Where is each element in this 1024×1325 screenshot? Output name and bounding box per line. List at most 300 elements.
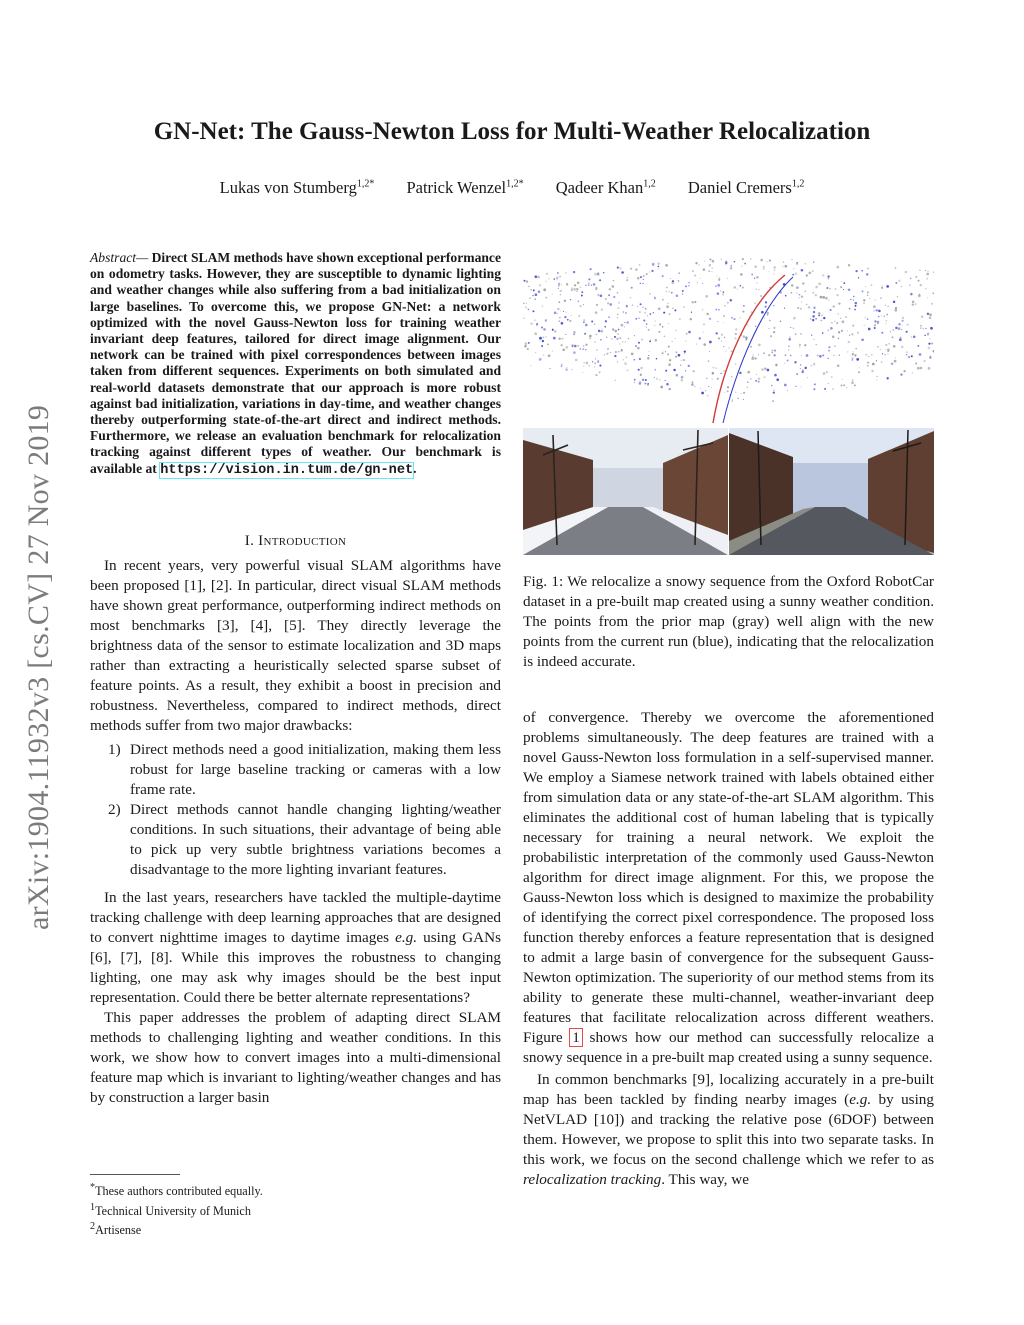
map-point: [594, 363, 596, 365]
map-point: [654, 377, 655, 378]
map-point: [662, 275, 664, 277]
map-point: [573, 333, 575, 335]
map-point: [678, 354, 681, 357]
map-point: [930, 327, 933, 330]
map-point: [560, 294, 561, 295]
map-point: [640, 303, 642, 305]
map-point: [559, 317, 560, 318]
map-point: [578, 315, 580, 317]
map-point: [743, 392, 745, 394]
footnote: $^2$Artisense: [90, 1221, 142, 1238]
map-point: [613, 280, 614, 281]
map-point: [597, 294, 599, 296]
map-point: [639, 382, 642, 385]
map-point: [840, 286, 842, 288]
map-point: [758, 289, 760, 291]
map-point: [920, 327, 921, 328]
map-point: [685, 286, 687, 288]
map-point: [828, 383, 829, 384]
map-point: [558, 288, 559, 289]
map-point: [728, 347, 729, 348]
map-point: [681, 360, 682, 361]
map-point: [604, 326, 606, 328]
map-point: [800, 368, 801, 369]
map-point: [685, 340, 686, 341]
map-point: [630, 268, 632, 270]
map-point: [785, 354, 787, 356]
map-point: [838, 338, 839, 339]
map-point: [906, 351, 908, 353]
map-point: [603, 272, 605, 274]
map-point: [706, 378, 708, 380]
map-point: [887, 353, 888, 354]
map-point: [534, 275, 537, 278]
map-point: [573, 331, 575, 333]
map-point: [838, 331, 840, 333]
map-point: [615, 351, 617, 353]
map-point: [850, 355, 851, 356]
map-point: [773, 327, 775, 329]
map-point: [658, 331, 660, 333]
map-point: [845, 316, 847, 318]
map-point: [867, 294, 868, 295]
map-point: [788, 338, 790, 340]
map-point: [745, 339, 747, 341]
map-point: [801, 295, 803, 297]
map-point: [869, 298, 870, 299]
map-point: [566, 283, 568, 285]
map-point: [526, 280, 528, 282]
map-point: [535, 352, 536, 353]
map-point: [754, 266, 756, 268]
map-point: [855, 355, 856, 356]
map-point: [711, 387, 712, 388]
map-point: [530, 323, 533, 326]
map-point: [709, 264, 712, 267]
map-point: [659, 379, 661, 381]
map-point: [735, 328, 737, 330]
footnotes: [90, 1180, 501, 1239]
map-point: [774, 374, 777, 377]
map-point: [760, 259, 763, 262]
map-point: [597, 272, 599, 274]
map-point: [608, 316, 610, 318]
map-point: [536, 325, 537, 326]
map-point: [619, 337, 621, 339]
map-point: [565, 272, 566, 273]
map-point: [532, 295, 534, 297]
map-point: [793, 327, 794, 328]
map-point: [739, 372, 741, 374]
map-point: [734, 286, 737, 289]
map-point: [830, 309, 832, 311]
map-point: [745, 336, 748, 339]
map-point: [626, 305, 628, 307]
map-point: [717, 292, 720, 295]
map-point: [547, 343, 549, 345]
map-point: [596, 304, 598, 306]
map-point: [925, 288, 927, 290]
map-point: [849, 308, 851, 310]
map-point: [797, 307, 799, 309]
map-point: [772, 352, 773, 353]
map-point: [675, 356, 677, 358]
figure-relocalization: [523, 245, 934, 555]
paragraph: In common benchmarks [9], localizing accurately in a pre-built map has been tackled by finding nearby images (e.g. by using NetVLAD [10]) and tracking the relative pose (6DOF) between them. However, we propose to split this into two separate tasks. In this work, we focus on the second challenge which we refer to as relocalization tracking. This way, we: [523, 1071, 934, 1188]
map-point: [811, 335, 812, 336]
map-point: [905, 271, 908, 274]
map-point: [766, 312, 769, 315]
map-point: [911, 337, 912, 338]
map-point: [912, 303, 914, 305]
right-column-body: [523, 708, 934, 1190]
map-point: [823, 372, 826, 375]
map-point: [812, 315, 814, 317]
map-point: [733, 318, 735, 320]
map-point: [925, 270, 926, 271]
map-point: [815, 286, 818, 289]
map-point: [692, 270, 694, 272]
map-point: [882, 285, 883, 286]
map-point: [903, 370, 905, 372]
map-point: [912, 301, 915, 304]
map-point: [851, 357, 853, 359]
map-point: [645, 308, 647, 310]
map-point: [699, 337, 701, 339]
map-point: [678, 272, 680, 274]
map-point: [841, 281, 842, 282]
map-point: [639, 381, 641, 383]
map-point: [618, 302, 619, 303]
map-point: [630, 297, 631, 298]
map-point: [920, 367, 923, 370]
map-point: [680, 365, 682, 367]
map-point: [563, 311, 564, 312]
map-point: [898, 323, 900, 325]
map-point: [725, 351, 726, 352]
map-point: [800, 333, 801, 334]
map-point: [599, 371, 601, 373]
map-point: [880, 297, 882, 299]
map-point: [613, 296, 615, 298]
map-point: [919, 269, 921, 271]
map-point: [635, 345, 637, 347]
map-point: [814, 383, 816, 385]
map-point: [790, 355, 792, 357]
map-point: [928, 347, 931, 350]
map-point: [553, 278, 555, 280]
map-point: [533, 289, 535, 291]
map-point: [667, 303, 668, 304]
map-point: [583, 362, 584, 363]
map-point: [901, 320, 903, 322]
map-point: [756, 282, 757, 283]
map-point: [848, 341, 850, 343]
map-point: [723, 322, 724, 323]
map-point: [618, 351, 620, 353]
map-point: [606, 353, 608, 355]
map-point: [769, 320, 771, 322]
map-point: [760, 295, 762, 297]
map-point: [890, 331, 891, 332]
map-point: [898, 280, 900, 282]
map-point: [701, 392, 704, 395]
map-point: [655, 339, 658, 342]
map-point: [640, 374, 642, 376]
map-point: [849, 335, 850, 336]
map-point: [557, 313, 558, 314]
map-point: [605, 320, 607, 322]
paragraph: In recent years, very powerful visual SLAM algorithms have been proposed [1], [2]. In particular, direct visual SLAM methods have shown great performance, outperforming indirect methods on most benchmarks [3], [4], [5]. They directly leverage the brightness data of the sensor to estimate localization and 3D maps rather than extracting a heuristically selected sparse subset of feature points. As a result, they exhibit a boost in precision and robustness. Nevertheless, compared to indirect methods, direct methods suffer from two major drawbacks:: [90, 557, 501, 734]
map-point: [901, 346, 904, 349]
map-point: [565, 312, 566, 313]
map-point: [800, 364, 801, 365]
map-point: [758, 354, 759, 355]
map-point: [688, 331, 691, 334]
map-point: [752, 354, 753, 355]
figure-reference-link[interactable]: 1: [572, 1029, 580, 1046]
map-point: [865, 354, 867, 356]
map-point: [765, 306, 767, 308]
map-point: [624, 362, 627, 365]
map-point: [561, 322, 564, 325]
map-point: [887, 348, 890, 351]
map-point: [805, 263, 806, 264]
camera-image-snowy: [523, 428, 728, 555]
map-point: [559, 338, 561, 340]
map-point: [594, 323, 595, 324]
map-point: [693, 370, 695, 372]
map-point: [597, 361, 599, 363]
map-point: [571, 287, 573, 289]
map-point: [539, 284, 541, 286]
map-point: [575, 359, 578, 362]
map-point: [867, 268, 869, 270]
map-point: [763, 266, 764, 267]
map-point: [774, 269, 776, 271]
map-point: [639, 358, 641, 360]
map-point: [711, 267, 713, 269]
map-point: [642, 307, 643, 308]
map-point: [799, 346, 800, 347]
map-point: [847, 351, 849, 353]
map-point: [806, 304, 808, 306]
map-point: [801, 355, 802, 356]
map-point: [552, 350, 553, 351]
map-point: [761, 368, 764, 371]
map-point: [723, 370, 725, 372]
map-point: [644, 312, 646, 314]
map-point: [851, 333, 853, 335]
map-point: [744, 263, 746, 265]
map-point: [791, 284, 793, 286]
map-point: [881, 315, 882, 316]
map-point: [679, 318, 681, 320]
drawback-list: [90, 740, 501, 880]
map-point: [818, 315, 820, 317]
map-point: [628, 338, 629, 339]
map-point: [577, 281, 580, 284]
map-point: [609, 303, 612, 306]
map-point: [713, 367, 715, 369]
map-point: [678, 280, 680, 282]
map-point: [639, 311, 641, 313]
map-point: [585, 324, 588, 327]
map-point: [750, 346, 752, 348]
map-point: [865, 286, 866, 287]
map-point: [756, 374, 757, 375]
map-point: [727, 302, 729, 304]
map-point: [931, 343, 933, 345]
map-point: [583, 345, 584, 346]
map-point: [764, 376, 766, 378]
map-point: [787, 360, 789, 362]
map-point: [894, 360, 897, 363]
map-point: [530, 365, 531, 366]
map-point: [795, 386, 796, 387]
map-point: [576, 290, 578, 292]
map-point: [855, 302, 858, 305]
map-point: [688, 285, 689, 286]
map-point: [833, 305, 835, 307]
map-point: [622, 341, 624, 343]
map-point: [642, 379, 644, 381]
map-point: [691, 301, 693, 303]
map-point: [758, 381, 760, 383]
map-point: [670, 278, 671, 279]
map-point: [832, 388, 834, 390]
footnote-rule: [90, 1174, 180, 1175]
map-point: [610, 352, 611, 353]
map-point: [595, 311, 598, 314]
map-point: [800, 308, 802, 310]
map-point: [643, 275, 644, 276]
map-point: [691, 312, 692, 313]
map-point: [813, 311, 815, 313]
map-point: [871, 354, 873, 356]
map-point: [600, 339, 601, 340]
map-point: [853, 351, 854, 352]
map-point: [806, 354, 809, 357]
map-point: [855, 270, 857, 272]
map-point: [571, 315, 572, 316]
map-point: [755, 380, 757, 382]
map-point: [645, 379, 647, 381]
map-point: [618, 329, 620, 331]
map-point: [877, 323, 878, 324]
map-point: [545, 297, 547, 299]
map-point: [768, 328, 769, 329]
map-point: [559, 276, 561, 278]
map-point: [565, 368, 567, 370]
map-point: [775, 364, 777, 366]
map-point: [773, 273, 774, 274]
map-point: [584, 333, 586, 335]
map-point: [918, 295, 921, 298]
map-point: [895, 307, 897, 309]
map-point: [632, 305, 633, 306]
map-point: [607, 302, 609, 304]
map-point: [884, 354, 886, 356]
map-point: [663, 312, 665, 314]
map-point: [881, 287, 883, 289]
map-point: [854, 384, 856, 386]
map-point: [684, 350, 686, 352]
map-point: [612, 328, 614, 330]
map-point: [676, 374, 679, 377]
map-point: [871, 284, 873, 286]
map-point: [664, 335, 666, 337]
map-point: [834, 321, 835, 322]
footnote: $^1$Technical University of Munich: [90, 1201, 251, 1218]
map-point: [715, 285, 716, 286]
map-point: [599, 364, 601, 366]
map-point: [921, 315, 924, 318]
map-point: [716, 275, 717, 276]
author: Daniel Cremers$^{1,2}$: [687, 178, 805, 197]
map-point: [813, 339, 814, 340]
map-point: [666, 383, 668, 385]
map-point: [873, 310, 874, 311]
map-point: [847, 330, 848, 331]
map-point: [553, 337, 556, 340]
map-point: [826, 287, 828, 289]
map-point: [627, 277, 628, 278]
map-point: [654, 325, 655, 326]
map-point: [795, 272, 798, 275]
map-point: [804, 290, 806, 292]
map-point: [718, 337, 720, 339]
map-point: [853, 299, 854, 300]
map-point: [796, 292, 797, 293]
map-point: [705, 390, 706, 391]
map-point: [886, 314, 888, 316]
map-point: [700, 278, 701, 279]
map-point: [647, 384, 649, 386]
map-point: [658, 263, 660, 265]
map-point: [698, 264, 699, 265]
map-point: [851, 381, 854, 384]
map-point: [763, 267, 765, 269]
map-point: [561, 344, 563, 346]
map-point: [554, 312, 557, 315]
benchmark-link[interactable]: https://vision.in.tum.de/gn-net: [160, 462, 414, 478]
map-point: [848, 264, 850, 266]
map-point: [574, 284, 576, 286]
map-point: [626, 279, 628, 281]
map-point: [573, 351, 576, 354]
map-point: [570, 299, 571, 300]
map-point: [596, 334, 597, 335]
map-point: [668, 323, 669, 324]
map-point: [812, 292, 814, 294]
map-point: [691, 383, 694, 386]
map-point: [743, 399, 744, 400]
map-point: [583, 365, 584, 366]
map-point: [928, 343, 930, 345]
map-point: [554, 330, 557, 333]
map-point: [658, 268, 659, 269]
map-point: [539, 337, 542, 340]
map-point: [801, 371, 803, 373]
map-point: [607, 348, 609, 350]
map-point: [635, 268, 637, 270]
map-point: [616, 338, 619, 341]
map-point: [929, 317, 932, 320]
map-point: [661, 387, 662, 388]
map-point: [524, 280, 526, 282]
map-point: [783, 262, 784, 263]
